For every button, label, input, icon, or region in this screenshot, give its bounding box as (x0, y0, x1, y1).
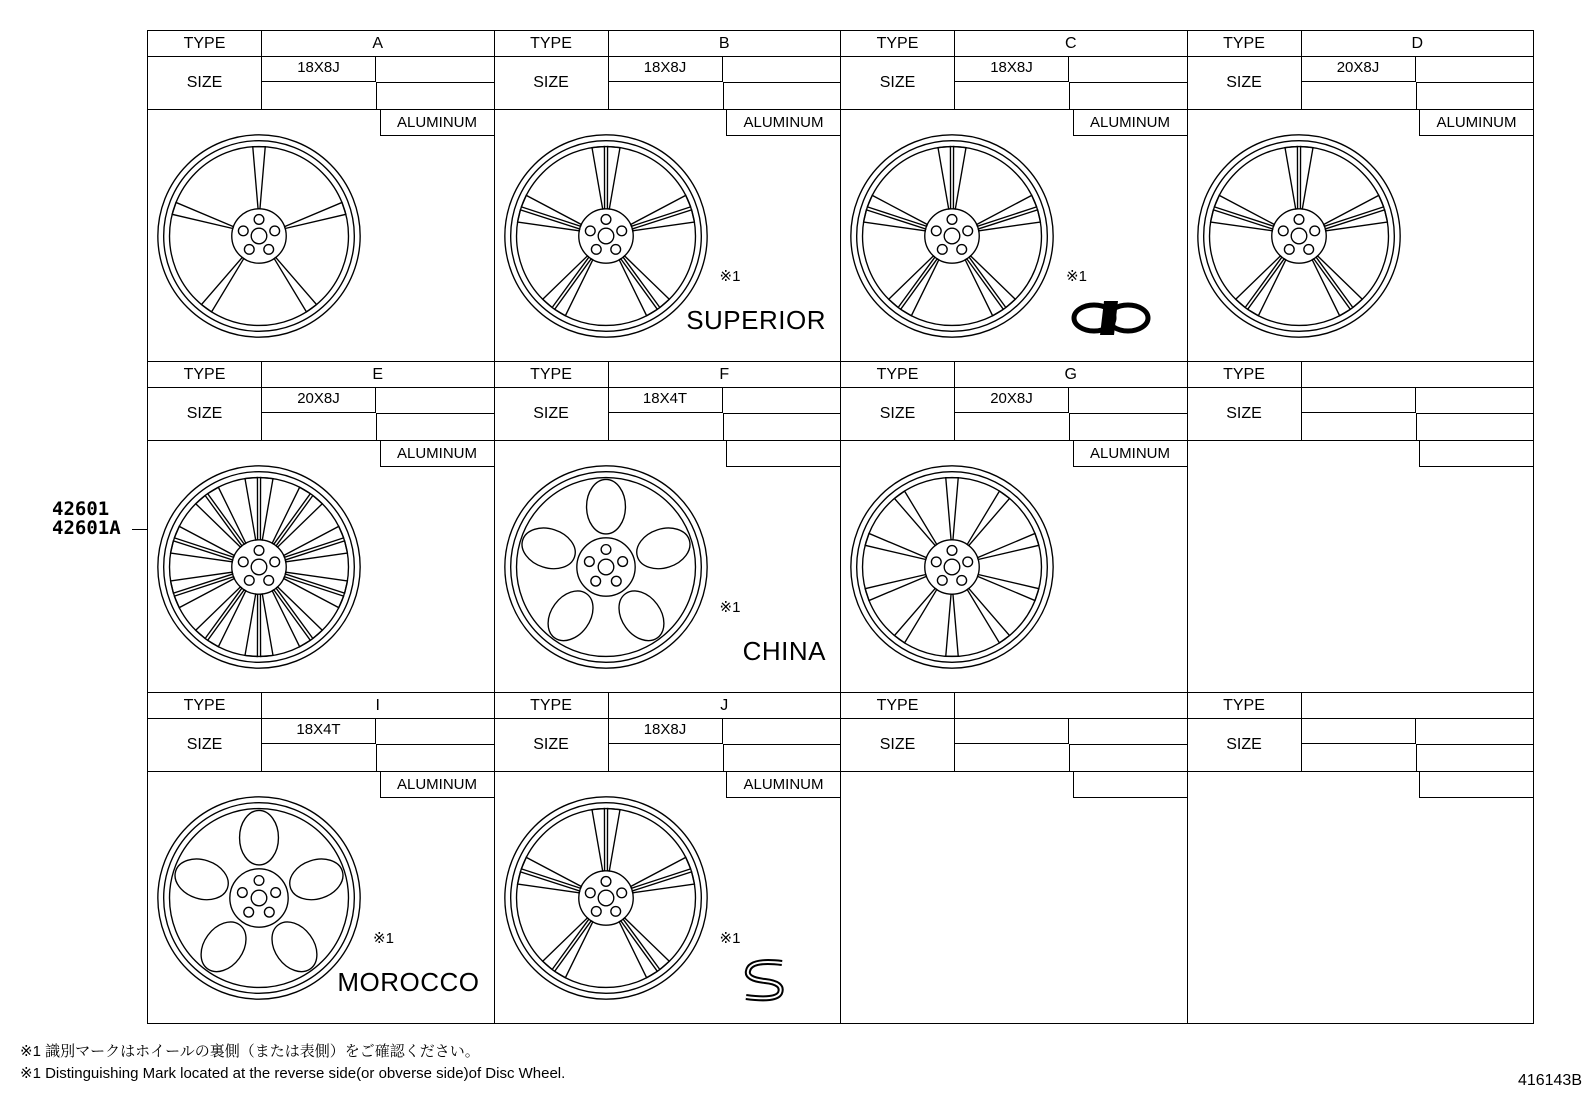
size-label: SIZE (148, 388, 262, 440)
size-row (495, 57, 841, 110)
size-spare-cell (723, 388, 841, 414)
material-label: ALUMINUM (1419, 110, 1533, 136)
cell-header (495, 693, 841, 772)
material-label: ALUMINUM (1073, 110, 1187, 136)
footnote-english: ※1 Distinguishing Mark located at the reverse side(or obverse side)of Disc Wheel. (20, 1065, 566, 1082)
type-row (841, 362, 1187, 388)
size-spare-cell (1069, 388, 1187, 414)
note-marker: ※1 (719, 268, 741, 285)
5-hole-temporary-wheel-icon (152, 791, 366, 1005)
size-spare-cell (609, 414, 724, 440)
size-label: SIZE (148, 719, 262, 771)
size-spare-cell (1069, 719, 1187, 745)
cell-header (148, 693, 494, 772)
part-number-2: 42601A (52, 517, 121, 539)
size-value: 18X8J (609, 57, 723, 82)
size-spare-cell (1069, 57, 1187, 83)
size-label: SIZE (495, 388, 609, 440)
cell-header (148, 362, 494, 441)
type-row (495, 693, 841, 719)
type-label: TYPE (148, 693, 262, 718)
size-label: SIZE (148, 57, 262, 109)
type-row (148, 31, 494, 57)
size-spare-cell (723, 719, 841, 745)
size-grid (1302, 719, 1534, 771)
part-number-1: 42601 (52, 498, 110, 520)
size-spare-cell (1302, 745, 1417, 771)
type-row (495, 31, 841, 57)
size-row (495, 719, 841, 772)
cell-header (1188, 31, 1534, 110)
type-label: TYPE (148, 31, 262, 56)
material-label (1419, 441, 1533, 467)
type-label: TYPE (148, 362, 262, 387)
size-value: 20X8J (1302, 57, 1416, 82)
size-grid (955, 57, 1187, 109)
material-label: ALUMINUM (726, 772, 840, 798)
wheel-cell (1187, 30, 1535, 362)
part-number-label (52, 500, 121, 538)
wheel-cell (494, 361, 842, 693)
size-spare-cell (723, 57, 841, 83)
size-row (148, 57, 494, 110)
size-label: SIZE (1188, 719, 1302, 771)
wheel-cell (840, 30, 1188, 362)
size-grid (1302, 57, 1534, 109)
size-spare-cell (376, 388, 494, 414)
5-twin-spoke-wheel-icon (499, 791, 713, 1005)
diagram-code: 416143B (1517, 1072, 1582, 1089)
cell-header (841, 693, 1187, 772)
cell-header (841, 31, 1187, 110)
wheel-cell (494, 30, 842, 362)
material-label: ALUMINUM (380, 772, 494, 798)
type-label: TYPE (841, 31, 955, 56)
size-spare-cell (955, 414, 1070, 440)
type-label: TYPE (1188, 693, 1302, 718)
size-spare-cell (609, 83, 724, 109)
size-value (1302, 719, 1416, 744)
size-row (1188, 719, 1534, 772)
type-row (1188, 693, 1534, 719)
material-label: ALUMINUM (1073, 441, 1187, 467)
type-label: TYPE (841, 362, 955, 387)
multi-spoke-wheel-icon (152, 460, 366, 674)
size-spare-cell (262, 414, 377, 440)
type-row (148, 362, 494, 388)
size-label: SIZE (841, 719, 955, 771)
size-label: SIZE (841, 57, 955, 109)
size-value (1302, 388, 1416, 413)
10-spoke-wheel-icon (845, 460, 1059, 674)
size-row (495, 388, 841, 441)
distinguishing-mark-text: MOROCCO (337, 967, 480, 997)
size-row (1188, 388, 1534, 441)
wheel-cell (840, 692, 1188, 1024)
size-grid (262, 388, 494, 440)
size-spare-cell (1416, 719, 1534, 745)
5-split-spoke-wheel-icon (152, 129, 366, 343)
type-value (1302, 362, 1534, 387)
size-spare-cell (609, 745, 724, 771)
type-value: C (1064, 34, 1077, 52)
size-grid (262, 719, 494, 771)
material-label: ALUMINUM (380, 441, 494, 467)
type-row (841, 31, 1187, 57)
type-value (1302, 693, 1534, 718)
footnote-japanese: ※1 識別マークはホイールの裏側（または表側）をご確認ください。 (20, 1043, 480, 1060)
size-value (955, 719, 1069, 744)
size-label: SIZE (1188, 388, 1302, 440)
5-twin-spoke-wheel-icon (499, 129, 713, 343)
note-marker: ※1 (719, 599, 741, 616)
size-row (148, 388, 494, 441)
wheel-cell (1187, 692, 1535, 1024)
note-marker: ※1 (1066, 268, 1087, 285)
size-grid (955, 719, 1187, 771)
type-value: J (720, 696, 729, 714)
size-row (841, 57, 1187, 110)
wheel-cell (147, 30, 495, 362)
size-label: SIZE (841, 388, 955, 440)
size-spare-cell (1302, 83, 1417, 109)
size-row (841, 719, 1187, 772)
size-label: SIZE (495, 57, 609, 109)
type-value: G (1064, 365, 1077, 383)
size-row (1188, 57, 1534, 110)
type-label: TYPE (495, 31, 609, 56)
type-label: TYPE (841, 693, 955, 718)
5-twin-spoke-wheel-icon (845, 129, 1059, 343)
size-spare-cell (1302, 414, 1417, 440)
size-spare-cell (376, 57, 494, 83)
size-label: SIZE (495, 719, 609, 771)
type-value: A (372, 34, 384, 52)
size-grid (955, 388, 1187, 440)
cell-header (841, 362, 1187, 441)
type-label: TYPE (495, 693, 609, 718)
size-grid (262, 57, 494, 109)
type-label: TYPE (495, 362, 609, 387)
distinguishing-mark-text: SUPERIOR (686, 305, 826, 335)
wheel-type-table (147, 30, 1533, 1023)
material-label (1419, 772, 1533, 798)
material-label (726, 441, 840, 467)
size-grid (609, 719, 841, 771)
type-value: B (718, 34, 730, 52)
leader-line (132, 529, 147, 530)
cell-header (495, 362, 841, 441)
type-value: D (1411, 34, 1424, 52)
size-grid (609, 57, 841, 109)
size-value: 18X8J (955, 57, 1069, 82)
size-value: 18X4T (262, 719, 376, 744)
size-grid (609, 388, 841, 440)
size-value: 20X8J (955, 388, 1069, 413)
type-row (1188, 31, 1534, 57)
wheel-cell (840, 361, 1188, 693)
note-marker: ※1 (719, 930, 741, 947)
wheel-cell (494, 692, 842, 1024)
size-value: 20X8J (262, 388, 376, 413)
type-value (955, 693, 1187, 718)
cell-header (495, 31, 841, 110)
type-row (495, 362, 841, 388)
5-hole-temporary-wheel-icon (499, 460, 713, 674)
size-spare-cell (376, 719, 494, 745)
size-row (841, 388, 1187, 441)
cell-header (1188, 362, 1534, 441)
size-value: 18X4T (609, 388, 723, 413)
type-label: TYPE (1188, 31, 1302, 56)
material-label: ALUMINUM (726, 110, 840, 136)
size-spare-cell (262, 745, 377, 771)
type-row (841, 693, 1187, 719)
wheel-cell (147, 361, 495, 693)
type-label: TYPE (1188, 362, 1302, 387)
type-value: E (372, 365, 384, 383)
type-value: I (375, 696, 380, 714)
linked-rings-logo-icon (1066, 293, 1156, 348)
material-label (1073, 772, 1187, 798)
size-value: 18X8J (609, 719, 723, 744)
material-label: ALUMINUM (380, 110, 494, 136)
distinguishing-mark-text: CHINA (742, 636, 826, 666)
size-row (148, 719, 494, 772)
wheel-cell (1187, 361, 1535, 693)
size-spare-cell (1416, 57, 1534, 83)
s-logo-icon (720, 955, 810, 1010)
type-row (1188, 362, 1534, 388)
size-spare-cell (955, 83, 1070, 109)
note-marker: ※1 (373, 930, 394, 947)
size-value: 18X8J (262, 57, 376, 82)
cell-header (148, 31, 494, 110)
size-grid (1302, 388, 1534, 440)
type-value: F (719, 365, 730, 383)
cell-header (1188, 693, 1534, 772)
wheel-cell (147, 692, 495, 1024)
size-spare-cell (955, 745, 1070, 771)
size-label: SIZE (1188, 57, 1302, 109)
5-y-spoke-wheel-icon (1192, 129, 1406, 343)
type-row (148, 693, 494, 719)
size-spare-cell (1416, 388, 1534, 414)
size-spare-cell (262, 83, 377, 109)
